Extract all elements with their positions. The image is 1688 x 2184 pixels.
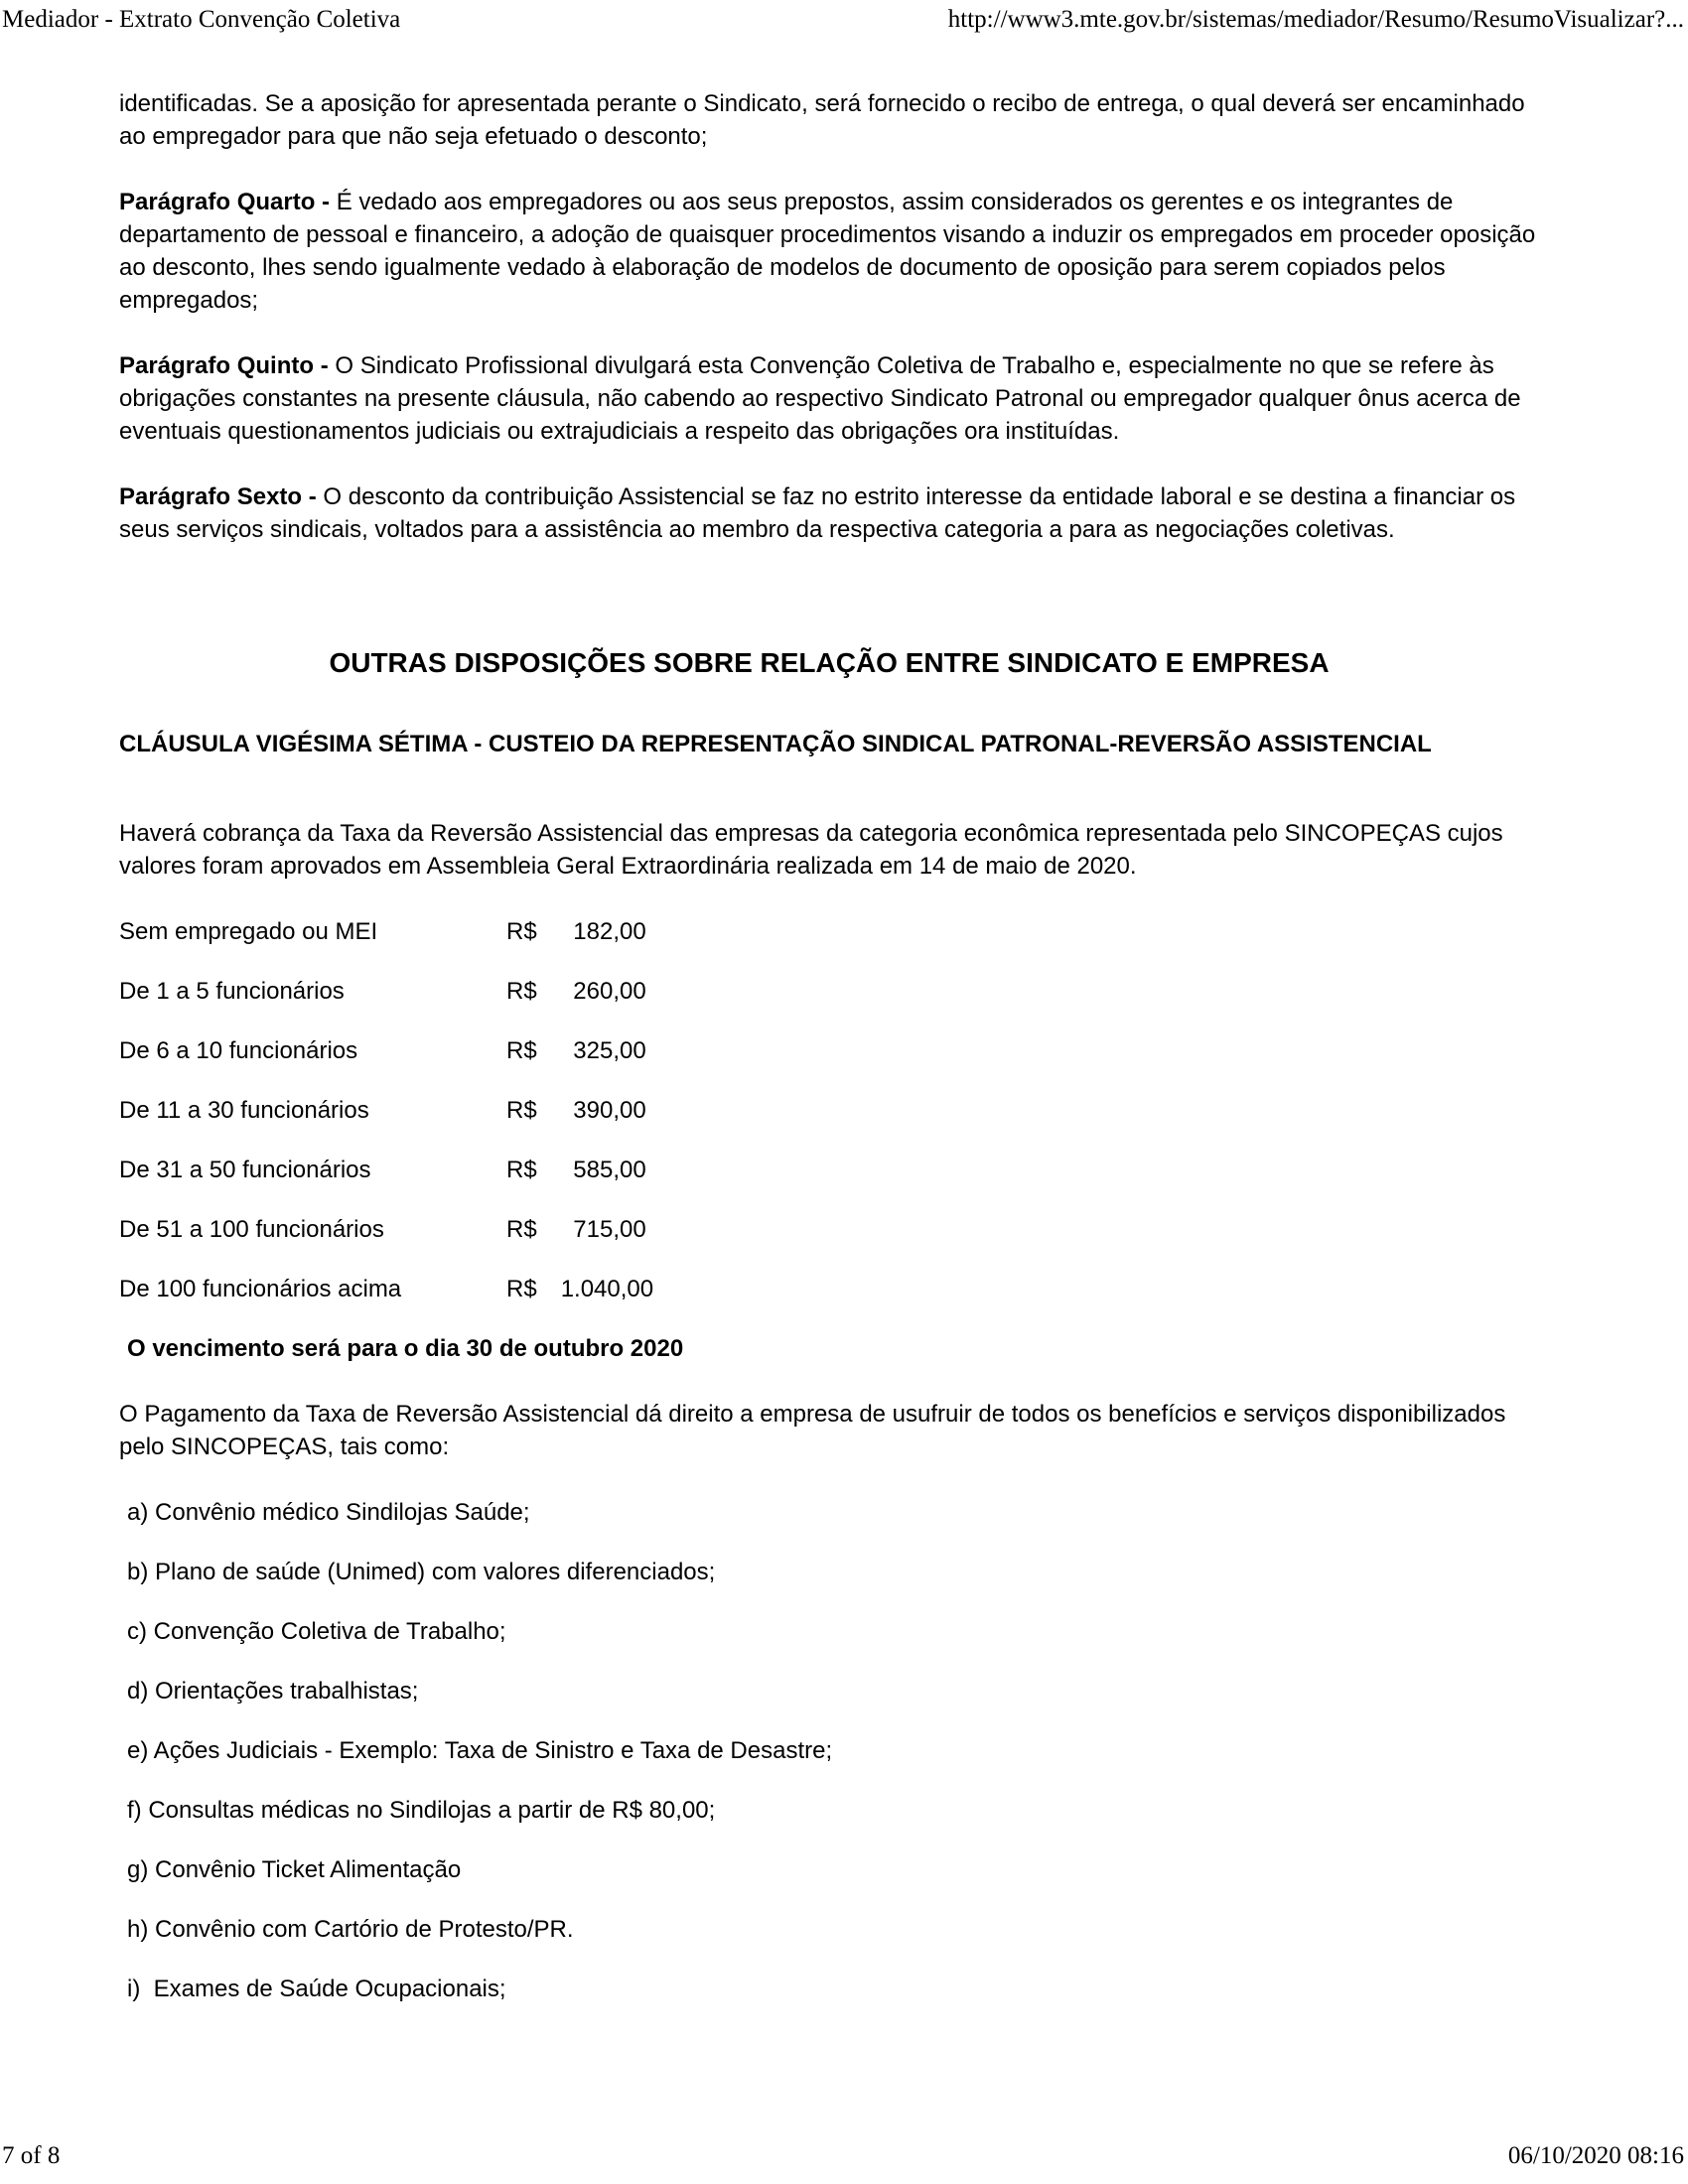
clause-intro: Haverá cobrança da Taxa da Reversão Assistencial das empresas da categoria econômica representada pelo SINCOPEÇAS cujos valores foram aprovados em Assembleia Geral Extraordinária realizada em 14 de maio de 2020. [119,820,1503,880]
fee-currency: R$ [506,1157,537,1183]
fee-amount: 585,00 [573,1157,646,1183]
fee-row [119,1154,1539,1186]
fee-label: Sem empregado ou MEI [119,918,378,945]
benefit-item-i: i) Exames de Saúde Ocupacionais; [127,1976,506,2002]
fee-row [119,1273,1539,1305]
benefit-item-h: h) Convênio com Cartório de Protesto/PR. [127,1916,574,1943]
fee-currency: R$ [506,978,537,1005]
paragraph-quarto-label: Parágrafo Quarto - [119,189,331,215]
fee-amount: 182,00 [573,918,646,945]
fee-row [119,1094,1539,1127]
paragraph-quarto-text: É vedado aos empregadores ou aos seus prepostos, assim considerados os gerentes e os integrantes de departamento de pessoal e financeiro, a adoção de quaisquer procedimentos visando a induzir os empregados em proceder oposição ao desconto, lhes sendo igualmente vedado à elaboração de modelos de documento de oposição para serem copiados pelos empregados; [119,189,1536,314]
footer-page-number: 7 of 8 [2,2142,61,2169]
fee-row [119,915,1539,948]
print-footer [2,2142,1684,2170]
fee-currency: R$ [506,918,537,945]
header-title: Mediador - Extrato Convenção Coletiva [2,6,401,33]
benefit-item-e: e) Ações Judiciais - Exemplo: Taxa de Sinistro e Taxa de Desastre; [127,1737,833,1764]
clause-heading: CLÁUSULA VIGÉSIMA SÉTIMA - CUSTEIO DA REPRESENTAÇÃO SINDICAL PATRONAL-REVERSÃO ASSISTENCIAL [119,731,1432,757]
fee-row [119,1034,1539,1067]
paragraph-quinto-text: O Sindicato Profissional divulgará esta Convenção Coletiva de Trabalho e, especialmente no que se refere às obrigações constantes na presente cláusula, não cabendo ao respectivo Sindicato Patronal ou empregador qualquer ônus acerca de eventuais questionamentos judiciais ou extrajudiciais a respeito das obrigações ora instituídas. [119,352,1521,445]
paragraph-quinto-label: Parágrafo Quinto - [119,352,329,379]
intro-paragraph: identificadas. Se a aposição for apresentada perante o Sindicato, será fornecido o recibo de entrega, o qual deverá ser encaminhado ao empregador para que não seja efetuado o desconto; [119,90,1525,150]
fee-amount: 325,00 [573,1037,646,1064]
paragraph-sexto-label: Parágrafo Sexto - [119,483,317,510]
fee-amount: 260,00 [573,978,646,1005]
fee-amount: 715,00 [573,1216,646,1243]
fee-label: De 11 a 30 funcionários [119,1097,369,1124]
fee-currency: R$ [506,1097,537,1124]
fee-amount: 390,00 [573,1097,646,1124]
print-header [2,6,1684,34]
benefit-item-b: b) Plano de saúde (Unimed) com valores diferenciados; [127,1559,716,1585]
benefits-intro: O Pagamento da Taxa de Reversão Assistencial dá direito a empresa de usufruir de todos os benefícios e serviços disponibilizados pelo SINCOPEÇAS, tais como: [119,1401,1506,1460]
paragraph-quinto [119,349,1539,448]
fee-label: De 1 a 5 funcionários [119,978,345,1005]
paragraph-quarto [119,186,1539,317]
benefit-item-f: f) Consultas médicas no Sindilojas a partir de R$ 80,00; [127,1797,716,1824]
fee-currency: R$ [506,1216,537,1243]
document-content [119,87,1539,2032]
fee-row [119,975,1539,1008]
paragraph-sexto-text: O desconto da contribuição Assistencial se faz no estrito interesse da entidade laboral e se destina a financiar os seus serviços sindicais, voltados para a assistência ao membro da respectiva categoria a para as negociações coletivas. [119,483,1516,543]
fee-label: De 100 funcionários acima [119,1276,402,1302]
fee-table [119,915,1539,1305]
paragraph-sexto [119,480,1539,546]
benefit-item-g: g) Convênio Ticket Alimentação [127,1856,462,1883]
header-url: http://www3.mte.gov.br/sistemas/mediador/Resumo/ResumoVisualizar?... [947,6,1684,33]
footer-datetime: 06/10/2020 08:16 [1507,2142,1684,2169]
fee-amount: 1.040,00 [560,1276,654,1302]
fee-currency: R$ [506,1037,537,1064]
fee-label: De 51 a 100 funcionários [119,1216,384,1243]
section-heading: OUTRAS DISPOSIÇÕES SOBRE RELAÇÃO ENTRE SINDICATO E EMPRESA [329,647,1330,678]
benefit-item-c: c) Convenção Coletiva de Trabalho; [127,1618,506,1645]
fee-label: De 31 a 50 funcionários [119,1157,371,1183]
benefit-item-d: d) Orientações trabalhistas; [127,1678,419,1705]
benefit-item-a: a) Convênio médico Sindilojas Saúde; [127,1499,530,1526]
fee-row [119,1213,1539,1246]
fee-label: De 6 a 10 funcionários [119,1037,358,1064]
due-date-heading: O vencimento será para o dia 30 de outubro 2020 [127,1335,684,1362]
fee-currency: R$ [506,1276,537,1302]
